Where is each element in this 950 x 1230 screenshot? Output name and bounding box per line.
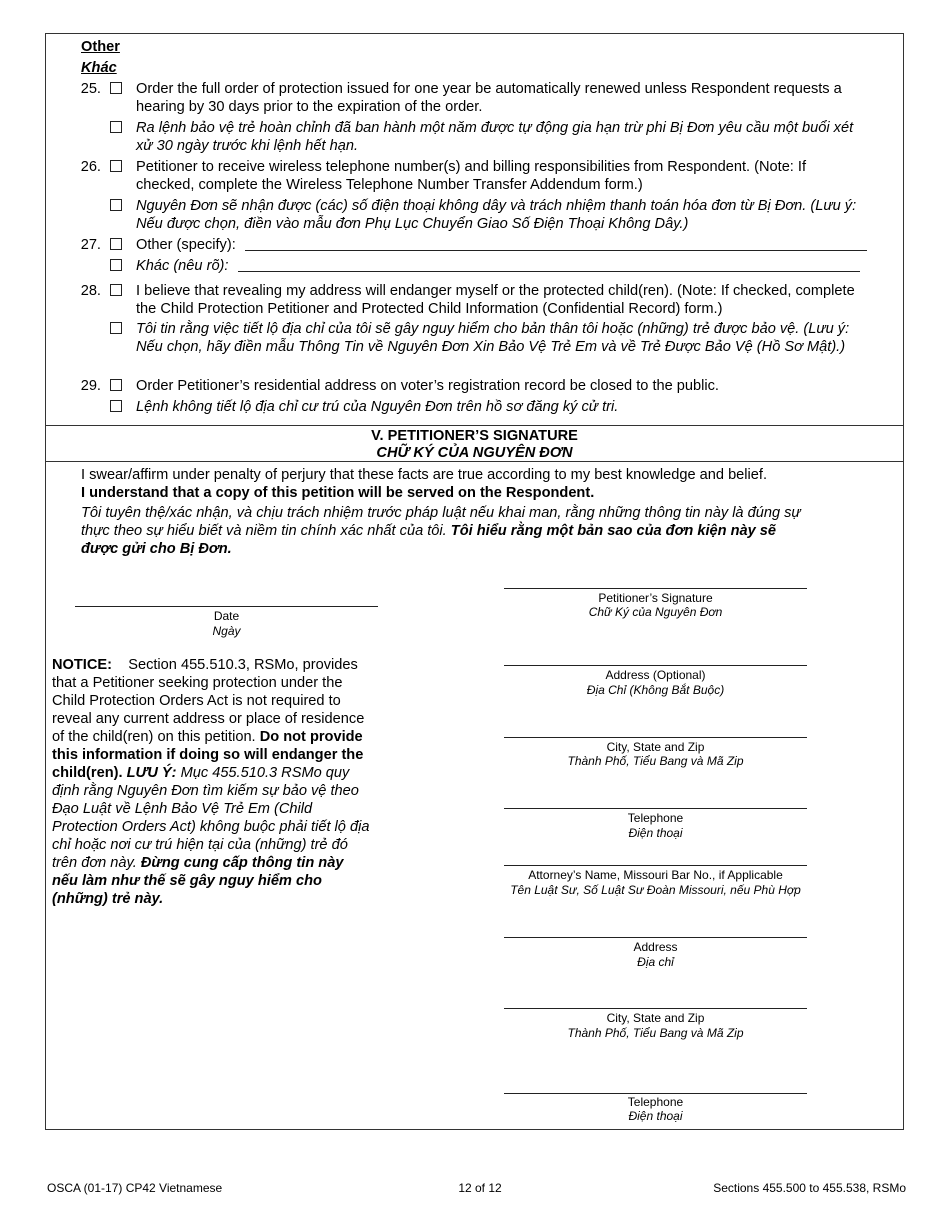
item-27-specify-line[interactable]	[245, 250, 867, 251]
item-26-text: Petitioner to receive wireless telephone number(s) and billing responsibilities from Respondent. (Note: If checked, complete the Wireless Telephone Number Transfer Addendum form.)	[136, 159, 807, 193]
address-optional-line[interactable]	[504, 665, 807, 666]
item-27-checkbox-vi[interactable]	[110, 259, 122, 271]
section-divider-bottom	[45, 461, 904, 462]
attorney-city-state-zip-label: City, State and Zip	[606, 1011, 705, 1025]
footer-form-id: OSCA (01-17) CP42 Vietnamese	[47, 1181, 223, 1195]
city-state-zip-label: City, State and Zip	[606, 740, 705, 754]
attorney-telephone-line[interactable]	[504, 1093, 807, 1094]
date-label-vi: Ngày	[212, 624, 241, 638]
footer-statute: Sections 455.500 to 455.538, RSMo	[713, 1181, 906, 1195]
date-line[interactable]	[75, 606, 378, 607]
section-v-title: V. PETITIONER’S SIGNATURE	[371, 428, 578, 444]
address-optional-label-vi: Địa Chỉ (Không Bắt Buộc)	[586, 683, 725, 697]
telephone-label-vi: Điện thoại	[628, 826, 683, 840]
attorney-city-state-zip-label-vi: Thành Phố, Tiểu Bang và Mã Zip	[567, 1026, 744, 1040]
item-25-checkbox-vi[interactable]	[110, 121, 122, 133]
item-27-label-vi: Khác (nêu rõ):	[136, 258, 229, 274]
petitioner-signature-line[interactable]	[504, 588, 807, 589]
item-28-text-vi: Tôi tin rằng việc tiết lộ địa chỉ của tôi sẽ gây nguy hiểm cho bản thân tôi hoặc (những) trẻ được bảo vệ. (Lưu ý: Nếu chọn, hãy điền mẫu Thông Tin về Nguyên Đơn Xin Bảo Vệ Trẻ Em và về Trẻ Được Bảo Vệ (Hồ Sơ Mật).)	[136, 321, 850, 355]
attorney-city-state-zip-line[interactable]	[504, 1008, 807, 1009]
attorney-label-vi: Tên Luật Sư, Số Luật Sư Đoàn Missouri, nếu Phù Hợp	[510, 883, 801, 897]
item-29-checkbox-vi[interactable]	[110, 400, 122, 412]
notice-label-vi: LƯU Ý:	[126, 765, 177, 781]
item-26-checkbox[interactable]	[110, 160, 122, 172]
notice-warning-vi: Đừng cung cấp thông tin này nếu làm như thế sẽ gây nguy hiểm cho (những) trẻ này.	[52, 855, 344, 907]
section-divider-top	[45, 425, 904, 426]
notice-text-vi: Mục 455.510.3 RSMo quy định rằng Nguyên Đơn tìm kiếm sự bảo vệ theo Đạo Luật về Lệnh Bảo Vệ Trẻ Em (Child Protection Orders Act) không buộc phải tiết lộ địa chỉ hoặc nơi cư trú hiện tại của (những) trẻ đó trên đơn này.	[52, 765, 370, 871]
item-28-checkbox[interactable]	[110, 284, 122, 296]
attorney-address-label: Address	[633, 940, 678, 954]
address-optional-label: Address (Optional)	[605, 668, 706, 682]
telephone-line[interactable]	[504, 808, 807, 809]
city-state-zip-line[interactable]	[504, 737, 807, 738]
notice-warning: Do not provide this information if doing so will endanger the child(ren).	[52, 729, 364, 781]
oath-statement-vi: Tôi tuyên thệ/xác nhận, và chịu trách nhiệm trước pháp luật nếu khai man, rằng những thông tin này là đúng sự thực theo sự hiểu biết và niềm tin chính xác nhất của tôi. Tôi hiểu rằng một bản sao của đơn kiện này sẽ được gửi cho Bị Đơn.	[81, 505, 801, 557]
item-27-number: 27.	[80, 237, 101, 253]
item-25-text: Order the full order of protection issued for one year be automatically renewed unless Respondent requests a hearing by 30 days prior to the expiration of the order.	[136, 81, 842, 115]
item-28-text: I believe that revealing my address will endanger myself or the protected child(ren). (Note: If checked, complete the Child Protection Petitioner and Protected Child Information (Confidential Record) form.)	[136, 283, 855, 317]
item-28-number: 28.	[80, 283, 101, 299]
item-29-text: Order Petitioner’s residential address on voter’s registration record be closed to the public.	[136, 378, 719, 394]
notice-label: NOTICE:	[52, 657, 112, 673]
section-v-title-vi: CHỮ KÝ CỦA NGUYÊN ĐƠN	[376, 445, 573, 461]
telephone-label: Telephone	[627, 811, 684, 825]
attorney-address-line[interactable]	[504, 937, 807, 938]
item-29-checkbox[interactable]	[110, 379, 122, 391]
attorney-line[interactable]	[504, 865, 807, 866]
petitioner-signature-label: Petitioner’s Signature	[598, 591, 713, 605]
item-29-text-vi: Lệnh không tiết lộ địa chỉ cư trú của Nguyên Đơn trên hồ sơ đăng ký cử tri.	[136, 399, 619, 415]
item-25-number: 25.	[80, 81, 101, 97]
attorney-address-label-vi: Địa chỉ	[637, 955, 674, 969]
item-25-text-vi: Ra lệnh bảo vệ trẻ hoàn chỉnh đã ban hành một năm được tự động gia hạn trừ phi Bị Đơn yêu cầu một buổi xét xử 30 ngày trước khi lệnh hết hạn.	[136, 120, 854, 154]
footer-page-number: 12 of 12	[458, 1181, 502, 1195]
other-heading: Other	[81, 39, 120, 55]
item-27-specify-line-vi[interactable]	[238, 271, 860, 272]
oath-statement: I swear/affirm under penalty of perjury that these facts are true according to my best knowledge and belief.	[81, 467, 768, 483]
other-heading-vi: Khác	[81, 60, 117, 76]
oath-copy-statement: I understand that a copy of this petition will be served on the Respondent.	[81, 485, 595, 501]
item-28-checkbox-vi[interactable]	[110, 322, 122, 334]
item-26-text-vi: Nguyên Đơn sẽ nhận được (các) số điện thoại không dây và trách nhiệm thanh toán hóa đơn từ Bị Đơn. (Lưu ý: Nếu được chọn, điền vào mẫu đơn Phụ Lục Chuyển Giao Số Điện Thoại Không Dây.)	[136, 198, 857, 232]
city-state-zip-label-vi: Thành Phố, Tiểu Bang và Mã Zip	[567, 754, 744, 768]
item-25-checkbox[interactable]	[110, 82, 122, 94]
attorney-telephone-label: Telephone	[627, 1095, 684, 1109]
item-26-number: 26.	[80, 159, 101, 175]
item-29-number: 29.	[80, 378, 101, 394]
date-label: Date	[213, 609, 240, 623]
oath-copy-statement-vi: Tôi hiểu rằng một bản sao của đơn kiện này sẽ được gửi cho Bị Đơn.	[81, 523, 777, 557]
attorney-telephone-label-vi: Điện thoại	[628, 1109, 683, 1123]
attorney-label: Attorney’s Name, Missouri Bar No., if Applicable	[528, 868, 783, 882]
notice-text: Section 455.510.3, RSMo, provides that a Petitioner seeking protection under the Child Protection Orders Act is not required to reveal any current address or place of residence of the child(ren) on this petition.	[52, 657, 365, 745]
petitioner-signature-label-vi: Chữ Ký của Nguyên Đơn	[588, 605, 723, 619]
item-26-checkbox-vi[interactable]	[110, 199, 122, 211]
item-27-checkbox[interactable]	[110, 238, 122, 250]
item-27-label: Other (specify):	[136, 237, 236, 253]
notice-block	[52, 656, 372, 908]
